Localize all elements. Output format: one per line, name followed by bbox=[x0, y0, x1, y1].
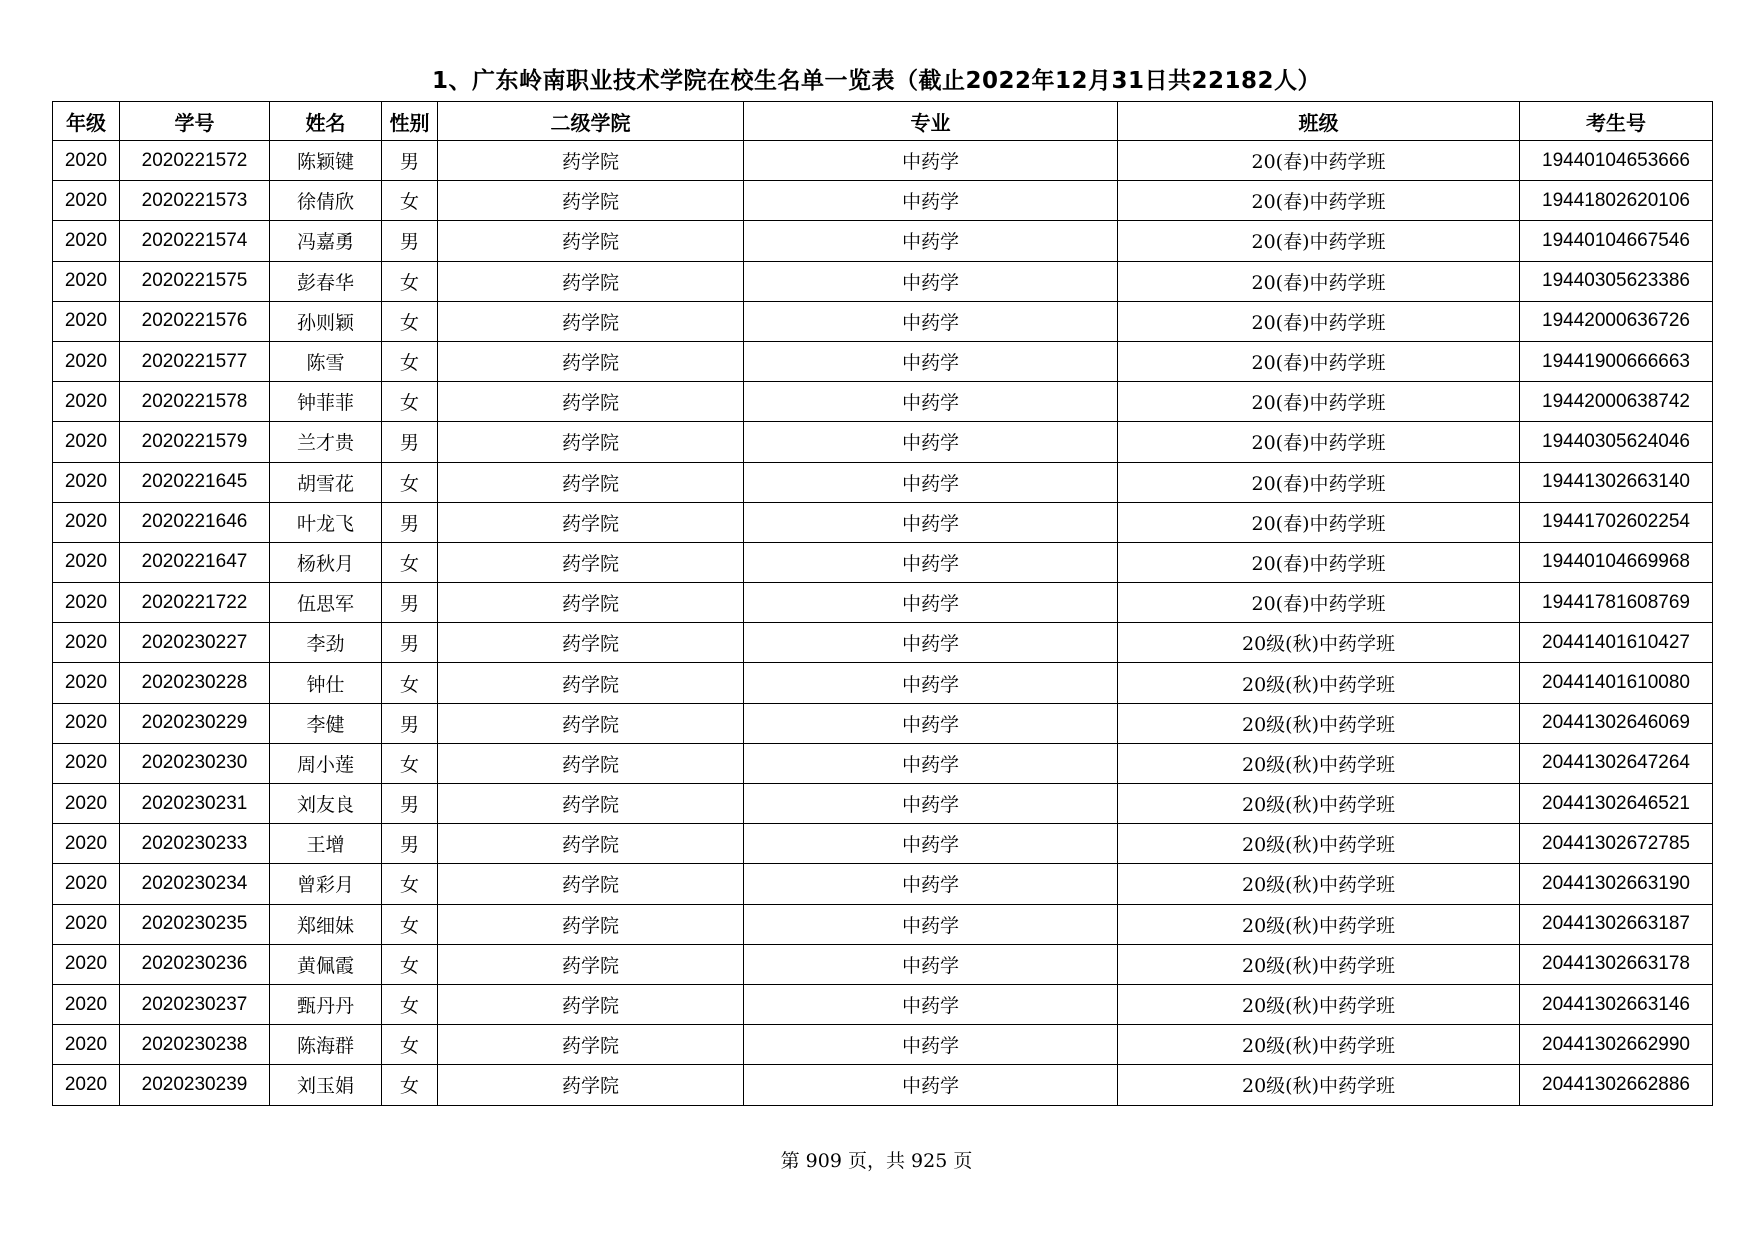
table-row bbox=[53, 824, 1713, 864]
class-cell: 20(春)中药学班 bbox=[1118, 261, 1520, 301]
class-cell: 20(春)中药学班 bbox=[1118, 301, 1520, 341]
exam-number-cell: 20441302646521 bbox=[1520, 784, 1713, 824]
name-cell: 胡雪花 bbox=[270, 462, 382, 502]
student-id-cell: 2020221647 bbox=[120, 542, 270, 582]
college-cell: 药学院 bbox=[438, 904, 744, 944]
exam-number-cell: 19440305623386 bbox=[1520, 261, 1713, 301]
class-cell: 20(春)中药学班 bbox=[1118, 502, 1520, 542]
gender-cell: 女 bbox=[382, 984, 438, 1024]
name-cell: 徐倩欣 bbox=[270, 181, 382, 221]
exam-number-cell: 20441302646069 bbox=[1520, 703, 1713, 743]
exam-number-cell: 20441302663178 bbox=[1520, 944, 1713, 984]
student-id-cell: 2020221645 bbox=[120, 462, 270, 502]
table-row bbox=[53, 422, 1713, 462]
table-row bbox=[53, 221, 1713, 261]
table-row bbox=[53, 542, 1713, 582]
name-cell: 钟仕 bbox=[270, 663, 382, 703]
student-id-cell: 2020230229 bbox=[120, 703, 270, 743]
college-cell: 药学院 bbox=[438, 623, 744, 663]
name-cell: 李健 bbox=[270, 703, 382, 743]
header-gender: 性别 bbox=[382, 102, 438, 141]
class-cell: 20级(秋)中药学班 bbox=[1118, 824, 1520, 864]
grade-cell: 2020 bbox=[53, 703, 120, 743]
grade-cell: 2020 bbox=[53, 743, 120, 783]
name-cell: 刘玉娟 bbox=[270, 1065, 382, 1105]
class-cell: 20(春)中药学班 bbox=[1118, 221, 1520, 261]
college-cell: 药学院 bbox=[438, 141, 744, 181]
name-cell: 叶龙飞 bbox=[270, 502, 382, 542]
table-row bbox=[53, 904, 1713, 944]
name-cell: 甄丹丹 bbox=[270, 984, 382, 1024]
gender-cell: 女 bbox=[382, 743, 438, 783]
major-cell: 中药学 bbox=[744, 583, 1118, 623]
grade-cell: 2020 bbox=[53, 663, 120, 703]
student-id-cell: 2020230237 bbox=[120, 984, 270, 1024]
class-cell: 20(春)中药学班 bbox=[1118, 141, 1520, 181]
header-college: 二级学院 bbox=[438, 102, 744, 141]
major-cell: 中药学 bbox=[744, 784, 1118, 824]
name-cell: 周小莲 bbox=[270, 743, 382, 783]
student-id-cell: 2020230235 bbox=[120, 904, 270, 944]
student-id-cell: 2020221579 bbox=[120, 422, 270, 462]
grade-cell: 2020 bbox=[53, 502, 120, 542]
header-class: 班级 bbox=[1118, 102, 1520, 141]
exam-number-cell: 19440104669968 bbox=[1520, 542, 1713, 582]
gender-cell: 女 bbox=[382, 1065, 438, 1105]
gender-cell: 男 bbox=[382, 784, 438, 824]
college-cell: 药学院 bbox=[438, 583, 744, 623]
exam-number-cell: 19441900666663 bbox=[1520, 341, 1713, 381]
gender-cell: 男 bbox=[382, 583, 438, 623]
name-cell: 冯嘉勇 bbox=[270, 221, 382, 261]
major-cell: 中药学 bbox=[744, 382, 1118, 422]
exam-number-cell: 20441302663187 bbox=[1520, 904, 1713, 944]
header-exam-number: 考生号 bbox=[1520, 102, 1713, 141]
exam-number-cell: 20441302662990 bbox=[1520, 1025, 1713, 1065]
student-id-cell: 2020230236 bbox=[120, 944, 270, 984]
gender-cell: 男 bbox=[382, 623, 438, 663]
major-cell: 中药学 bbox=[744, 824, 1118, 864]
college-cell: 药学院 bbox=[438, 1025, 744, 1065]
class-cell: 20级(秋)中药学班 bbox=[1118, 703, 1520, 743]
gender-cell: 男 bbox=[382, 502, 438, 542]
exam-number-cell: 20441401610080 bbox=[1520, 663, 1713, 703]
college-cell: 药学院 bbox=[438, 824, 744, 864]
name-cell: 黄佩霞 bbox=[270, 944, 382, 984]
student-id-cell: 2020221577 bbox=[120, 341, 270, 381]
grade-cell: 2020 bbox=[53, 422, 120, 462]
student-id-cell: 2020230227 bbox=[120, 623, 270, 663]
grade-cell: 2020 bbox=[53, 984, 120, 1024]
grade-cell: 2020 bbox=[53, 382, 120, 422]
table-row bbox=[53, 583, 1713, 623]
gender-cell: 女 bbox=[382, 181, 438, 221]
grade-cell: 2020 bbox=[53, 221, 120, 261]
major-cell: 中药学 bbox=[744, 261, 1118, 301]
table-row bbox=[53, 864, 1713, 904]
major-cell: 中药学 bbox=[744, 703, 1118, 743]
major-cell: 中药学 bbox=[744, 141, 1118, 181]
student-id-cell: 2020230230 bbox=[120, 743, 270, 783]
student-id-cell: 2020221578 bbox=[120, 382, 270, 422]
grade-cell: 2020 bbox=[53, 784, 120, 824]
table-row bbox=[53, 944, 1713, 984]
table-row bbox=[53, 462, 1713, 502]
class-cell: 20(春)中药学班 bbox=[1118, 422, 1520, 462]
class-cell: 20级(秋)中药学班 bbox=[1118, 904, 1520, 944]
gender-cell: 男 bbox=[382, 824, 438, 864]
name-cell: 李劲 bbox=[270, 623, 382, 663]
class-cell: 20(春)中药学班 bbox=[1118, 341, 1520, 381]
major-cell: 中药学 bbox=[744, 944, 1118, 984]
grade-cell: 2020 bbox=[53, 583, 120, 623]
student-id-cell: 2020221572 bbox=[120, 141, 270, 181]
class-cell: 20(春)中药学班 bbox=[1118, 462, 1520, 502]
table-row bbox=[53, 743, 1713, 783]
exam-number-cell: 19440305624046 bbox=[1520, 422, 1713, 462]
exam-number-cell: 19441302663140 bbox=[1520, 462, 1713, 502]
table-row bbox=[53, 984, 1713, 1024]
gender-cell: 女 bbox=[382, 904, 438, 944]
name-cell: 陈颖键 bbox=[270, 141, 382, 181]
college-cell: 药学院 bbox=[438, 984, 744, 1024]
major-cell: 中药学 bbox=[744, 221, 1118, 261]
table-row bbox=[53, 502, 1713, 542]
college-cell: 药学院 bbox=[438, 422, 744, 462]
grade-cell: 2020 bbox=[53, 1065, 120, 1105]
name-cell: 钟菲菲 bbox=[270, 382, 382, 422]
class-cell: 20级(秋)中药学班 bbox=[1118, 743, 1520, 783]
major-cell: 中药学 bbox=[744, 864, 1118, 904]
college-cell: 药学院 bbox=[438, 462, 744, 502]
college-cell: 药学院 bbox=[438, 502, 744, 542]
exam-number-cell: 19442000636726 bbox=[1520, 301, 1713, 341]
grade-cell: 2020 bbox=[53, 301, 120, 341]
gender-cell: 女 bbox=[382, 1025, 438, 1065]
class-cell: 20级(秋)中药学班 bbox=[1118, 864, 1520, 904]
college-cell: 药学院 bbox=[438, 864, 744, 904]
student-id-cell: 2020221576 bbox=[120, 301, 270, 341]
exam-number-cell: 20441302662886 bbox=[1520, 1065, 1713, 1105]
page-title: 1、广东岭南职业技术学院在校生名单一览表（截止2022年12月31日共22182人） bbox=[431, 68, 1322, 94]
table-row bbox=[53, 341, 1713, 381]
gender-cell: 女 bbox=[382, 261, 438, 301]
name-cell: 王增 bbox=[270, 824, 382, 864]
table-row bbox=[53, 1065, 1713, 1105]
table-row bbox=[53, 784, 1713, 824]
gender-cell: 男 bbox=[382, 141, 438, 181]
table-row bbox=[53, 141, 1713, 181]
college-cell: 药学院 bbox=[438, 382, 744, 422]
gender-cell: 女 bbox=[382, 462, 438, 502]
student-id-cell: 2020221574 bbox=[120, 221, 270, 261]
table-row bbox=[53, 382, 1713, 422]
exam-number-cell: 20441401610427 bbox=[1520, 623, 1713, 663]
college-cell: 药学院 bbox=[438, 703, 744, 743]
class-cell: 20(春)中药学班 bbox=[1118, 181, 1520, 221]
gender-cell: 男 bbox=[382, 422, 438, 462]
table-header-row bbox=[53, 102, 1713, 141]
college-cell: 药学院 bbox=[438, 542, 744, 582]
exam-number-cell: 19441702602254 bbox=[1520, 502, 1713, 542]
college-cell: 药学院 bbox=[438, 743, 744, 783]
college-cell: 药学院 bbox=[438, 261, 744, 301]
class-cell: 20级(秋)中药学班 bbox=[1118, 784, 1520, 824]
class-cell: 20级(秋)中药学班 bbox=[1118, 623, 1520, 663]
exam-number-cell: 20441302663146 bbox=[1520, 984, 1713, 1024]
name-cell: 刘友良 bbox=[270, 784, 382, 824]
table-row bbox=[53, 623, 1713, 663]
student-id-cell: 2020221646 bbox=[120, 502, 270, 542]
header-major: 专业 bbox=[744, 102, 1118, 141]
grade-cell: 2020 bbox=[53, 904, 120, 944]
class-cell: 20级(秋)中药学班 bbox=[1118, 1065, 1520, 1105]
student-id-cell: 2020230228 bbox=[120, 663, 270, 703]
exam-number-cell: 19442000638742 bbox=[1520, 382, 1713, 422]
exam-number-cell: 19441781608769 bbox=[1520, 583, 1713, 623]
name-cell: 杨秋月 bbox=[270, 542, 382, 582]
gender-cell: 女 bbox=[382, 864, 438, 904]
major-cell: 中药学 bbox=[744, 1065, 1118, 1105]
major-cell: 中药学 bbox=[744, 422, 1118, 462]
student-id-cell: 2020230231 bbox=[120, 784, 270, 824]
table-row bbox=[53, 1025, 1713, 1065]
major-cell: 中药学 bbox=[744, 904, 1118, 944]
major-cell: 中药学 bbox=[744, 1025, 1118, 1065]
gender-cell: 女 bbox=[382, 341, 438, 381]
grade-cell: 2020 bbox=[53, 864, 120, 904]
page-number: 第 909 页，共 925 页 bbox=[780, 1150, 973, 1172]
college-cell: 药学院 bbox=[438, 301, 744, 341]
exam-number-cell: 20441302647264 bbox=[1520, 743, 1713, 783]
major-cell: 中药学 bbox=[744, 984, 1118, 1024]
major-cell: 中药学 bbox=[744, 663, 1118, 703]
major-cell: 中药学 bbox=[744, 341, 1118, 381]
major-cell: 中药学 bbox=[744, 181, 1118, 221]
student-roster-table bbox=[52, 101, 1713, 1106]
college-cell: 药学院 bbox=[438, 944, 744, 984]
grade-cell: 2020 bbox=[53, 623, 120, 663]
student-id-cell: 2020230233 bbox=[120, 824, 270, 864]
gender-cell: 女 bbox=[382, 301, 438, 341]
major-cell: 中药学 bbox=[744, 462, 1118, 502]
gender-cell: 女 bbox=[382, 663, 438, 703]
major-cell: 中药学 bbox=[744, 743, 1118, 783]
header-name: 姓名 bbox=[270, 102, 382, 141]
student-id-cell: 2020221575 bbox=[120, 261, 270, 301]
table-row bbox=[53, 663, 1713, 703]
class-cell: 20(春)中药学班 bbox=[1118, 583, 1520, 623]
table-row bbox=[53, 181, 1713, 221]
table-row bbox=[53, 261, 1713, 301]
header-grade: 年级 bbox=[53, 102, 120, 141]
class-cell: 20(春)中药学班 bbox=[1118, 542, 1520, 582]
gender-cell: 男 bbox=[382, 221, 438, 261]
class-cell: 20级(秋)中药学班 bbox=[1118, 1025, 1520, 1065]
college-cell: 药学院 bbox=[438, 341, 744, 381]
major-cell: 中药学 bbox=[744, 301, 1118, 341]
gender-cell: 女 bbox=[382, 382, 438, 422]
major-cell: 中药学 bbox=[744, 502, 1118, 542]
college-cell: 药学院 bbox=[438, 784, 744, 824]
major-cell: 中药学 bbox=[744, 542, 1118, 582]
student-id-cell: 2020230234 bbox=[120, 864, 270, 904]
table-body bbox=[53, 141, 1713, 1106]
college-cell: 药学院 bbox=[438, 1065, 744, 1105]
name-cell: 郑细妹 bbox=[270, 904, 382, 944]
grade-cell: 2020 bbox=[53, 141, 120, 181]
name-cell: 彭春华 bbox=[270, 261, 382, 301]
class-cell: 20级(秋)中药学班 bbox=[1118, 984, 1520, 1024]
exam-number-cell: 20441302663190 bbox=[1520, 864, 1713, 904]
college-cell: 药学院 bbox=[438, 221, 744, 261]
grade-cell: 2020 bbox=[53, 341, 120, 381]
class-cell: 20级(秋)中药学班 bbox=[1118, 663, 1520, 703]
gender-cell: 女 bbox=[382, 944, 438, 984]
grade-cell: 2020 bbox=[53, 261, 120, 301]
exam-number-cell: 20441302672785 bbox=[1520, 824, 1713, 864]
college-cell: 药学院 bbox=[438, 663, 744, 703]
grade-cell: 2020 bbox=[53, 542, 120, 582]
name-cell: 兰才贵 bbox=[270, 422, 382, 462]
name-cell: 陈雪 bbox=[270, 341, 382, 381]
grade-cell: 2020 bbox=[53, 944, 120, 984]
exam-number-cell: 19440104653666 bbox=[1520, 141, 1713, 181]
gender-cell: 女 bbox=[382, 542, 438, 582]
name-cell: 曾彩月 bbox=[270, 864, 382, 904]
name-cell: 陈海群 bbox=[270, 1025, 382, 1065]
student-id-cell: 2020221573 bbox=[120, 181, 270, 221]
grade-cell: 2020 bbox=[53, 181, 120, 221]
college-cell: 药学院 bbox=[438, 181, 744, 221]
grade-cell: 2020 bbox=[53, 462, 120, 502]
table-row bbox=[53, 703, 1713, 743]
exam-number-cell: 19441802620106 bbox=[1520, 181, 1713, 221]
class-cell: 20(春)中药学班 bbox=[1118, 382, 1520, 422]
student-id-cell: 2020230239 bbox=[120, 1065, 270, 1105]
table-row bbox=[53, 301, 1713, 341]
gender-cell: 男 bbox=[382, 703, 438, 743]
student-id-cell: 2020230238 bbox=[120, 1025, 270, 1065]
major-cell: 中药学 bbox=[744, 623, 1118, 663]
grade-cell: 2020 bbox=[53, 1025, 120, 1065]
name-cell: 孙则颖 bbox=[270, 301, 382, 341]
header-student-id: 学号 bbox=[120, 102, 270, 141]
class-cell: 20级(秋)中药学班 bbox=[1118, 944, 1520, 984]
name-cell: 伍思军 bbox=[270, 583, 382, 623]
student-id-cell: 2020221722 bbox=[120, 583, 270, 623]
exam-number-cell: 19440104667546 bbox=[1520, 221, 1713, 261]
grade-cell: 2020 bbox=[53, 824, 120, 864]
